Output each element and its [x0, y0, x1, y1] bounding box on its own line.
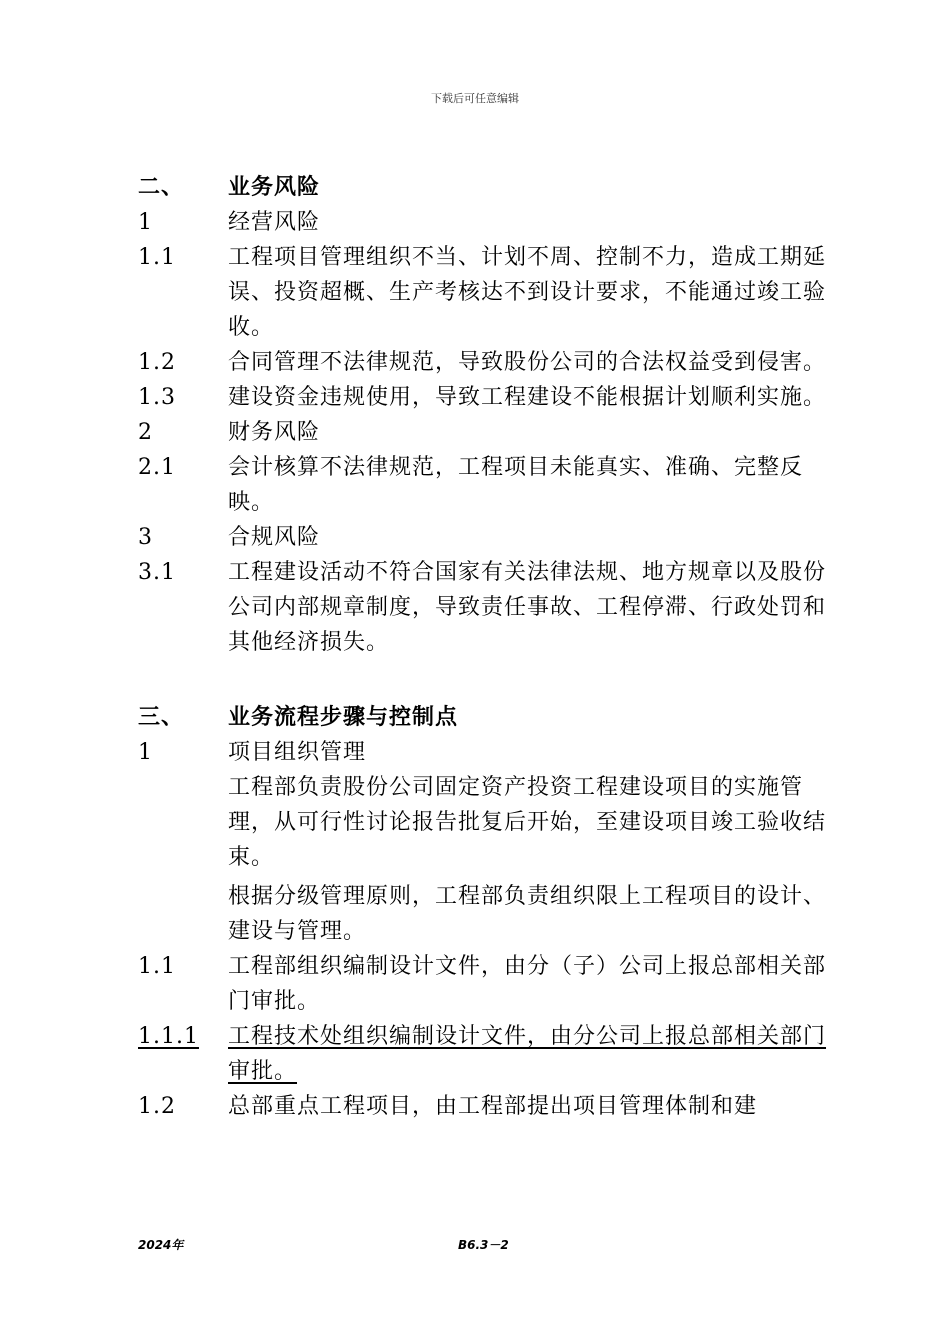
- item-text: 经营风险: [228, 210, 321, 235]
- item-text: 工程部组织编制设计文件，由分（子）公司上报总部相关部门审批。: [228, 954, 827, 1014]
- list-item-underlined: [138, 1019, 838, 1089]
- item-number: 3: [138, 525, 153, 550]
- item-text: 项目组织管理: [228, 740, 367, 765]
- section-title: 业务流程步骤与控制点: [228, 704, 459, 730]
- item-text: 合同管理不法律规范，导致股份公司的合法权益受到侵害。: [228, 350, 827, 375]
- item-number: 2.1: [138, 455, 176, 480]
- list-item: [138, 345, 838, 380]
- item-text: 建设资金违规使用，导致工程建设不能根据计划顺利实施。: [228, 385, 827, 410]
- section-title: 业务风险: [228, 174, 321, 200]
- item-number: 1.2: [138, 1094, 176, 1119]
- item-number: 2: [138, 420, 153, 445]
- item-text: 总部重点工程项目，由工程部提出项目管理体制和建: [228, 1094, 758, 1119]
- paragraph: [138, 879, 838, 949]
- list-item: [138, 1089, 838, 1124]
- paragraph-text: 根据分级管理原则，工程部负责组织限上工程项目的设计、建设与管理。: [228, 884, 827, 944]
- item-number: 1: [138, 210, 153, 235]
- paragraph-text: 工程部负责股份公司固定资产投资工程建设项目的实施管理，从可行性讨论报告批复后开始，至建设项目竣工验收结束。: [228, 775, 827, 870]
- item-text: 工程技术处组织编制设计文件，由分公司上报总部相关部门审批。: [228, 1024, 827, 1084]
- item-text: 会计核算不法律规范，工程项目未能真实、准确、完整反映。: [228, 455, 804, 515]
- section-number: 二、: [138, 174, 185, 200]
- indent-spacer: [138, 879, 228, 949]
- list-item: [138, 380, 838, 415]
- item-text: 合规风险: [228, 525, 321, 550]
- list-item: [138, 949, 838, 1019]
- item-number: 1.3: [138, 385, 176, 410]
- list-item: [138, 205, 838, 240]
- item-number: 3.1: [138, 560, 176, 585]
- document-body: [138, 170, 838, 1124]
- page-header: 下载后可任意编辑: [431, 92, 519, 105]
- item-text: 工程建设活动不符合国家有关法律法规、地方规章以及股份公司内部规章制度，导致责任事故、工程停滞、行政处罚和其他经济损失。: [228, 560, 827, 655]
- item-text: 工程项目管理组织不当、计划不周、控制不力，造成工期延误、投资超概、生产考核达不到设计要求，不能通过竣工验收。: [228, 245, 827, 340]
- list-item: [138, 555, 838, 660]
- list-item: [138, 520, 838, 555]
- item-number: 1: [138, 740, 153, 765]
- list-item: [138, 415, 838, 450]
- footer-page-code: B6.3－2: [458, 1238, 509, 1252]
- item-number: 1.1: [138, 954, 176, 979]
- item-number: 1.1: [138, 245, 176, 270]
- section-heading-2: [138, 170, 838, 205]
- footer-year: 2024年: [138, 1238, 184, 1252]
- section-spacer: [138, 660, 838, 700]
- item-number: 1.1.1: [138, 1024, 199, 1049]
- paragraph: [138, 770, 838, 875]
- section-heading-3: [138, 700, 838, 735]
- section-number: 三、: [138, 704, 185, 730]
- list-item: [138, 450, 838, 520]
- item-number: 1.2: [138, 350, 176, 375]
- list-item: [138, 240, 838, 345]
- item-text: 财务风险: [228, 420, 321, 445]
- list-item: [138, 735, 838, 770]
- indent-spacer: [138, 770, 228, 875]
